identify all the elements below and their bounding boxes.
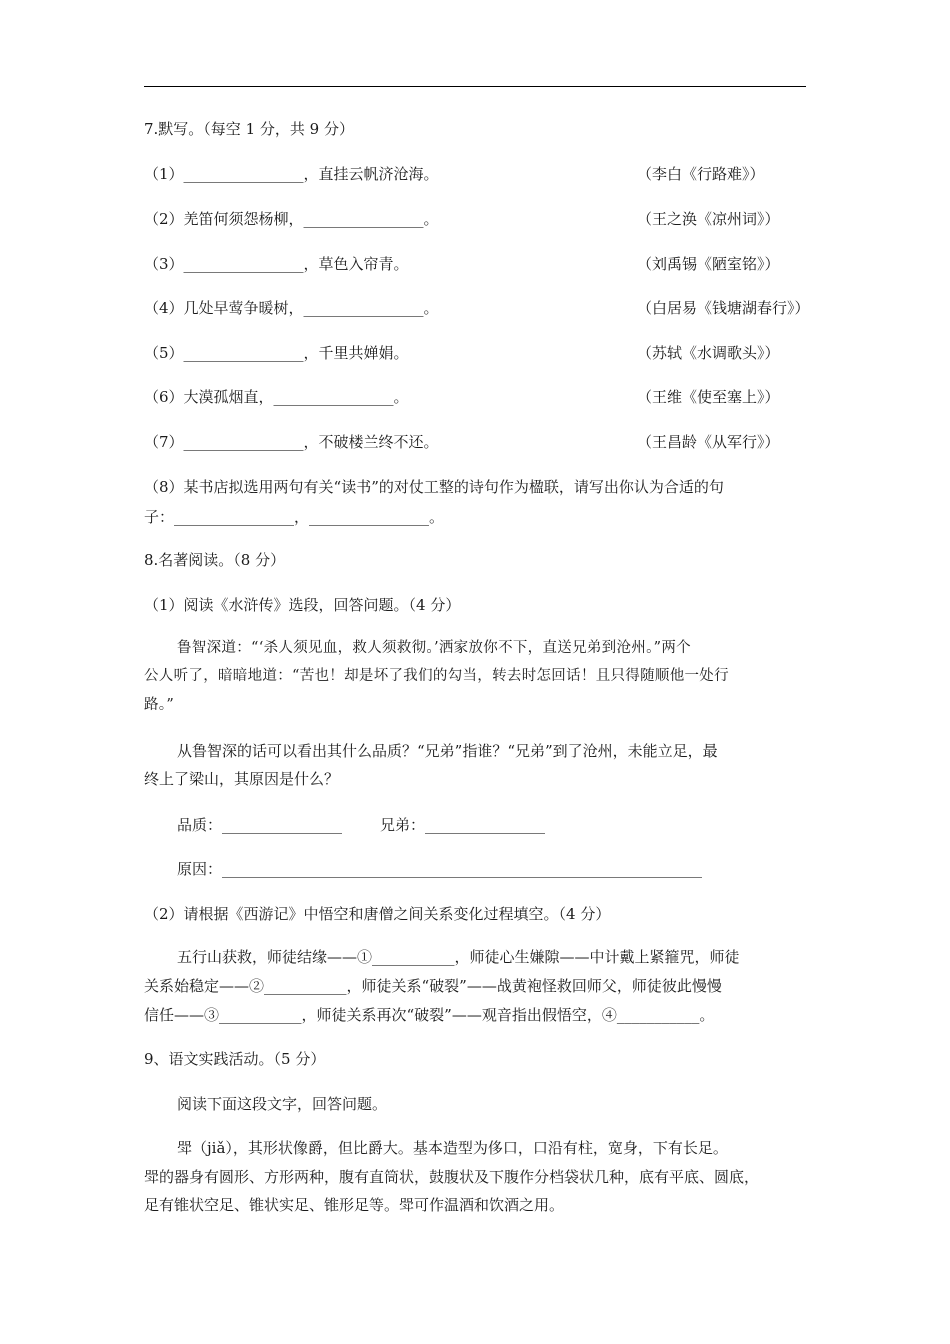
q8-title: 8.名著阅读。（8 分） [144,551,286,569]
brother-field: 兄弟：________________ [380,816,546,834]
q7-item-8-line-1: （8）某书店拟选用两句有关“读书”的对仗工整的诗句作为楹联，请写出你认为合适的句 [144,478,724,496]
q7-item-8-line-2: 子：________________，________________。 [144,508,445,526]
q8-quote-line-1: 鲁智深道：“‘杀人须见血，救人须救彻。’洒家放你不下，直送兄弟到沧州。”两个 [177,640,691,656]
q8-answer-row [177,814,545,836]
reason-field: 原因：________________________________________________________________ [177,860,703,878]
q7-item-4-source: （白居易《钱塘湖春行》） [637,299,810,317]
q7-item-3-source: （刘禹锡《陋室铭》） [637,255,780,273]
q7-item-6-source: （王维《使至塞上》） [637,388,780,406]
q7-item-1 [144,163,765,185]
q8-part2-line-1: 五行山获救，师徒结缘——①___________，师徒心生嫌隙——中计戴上紧箍咒，师徒 [177,948,740,966]
q7-item-1-source: （李白《行路难》） [637,165,765,183]
q7-item-1-text: （1）________________，直挂云帆济沧海。 [144,165,439,183]
q7-item-7-source: （王昌龄《从军行》） [637,433,780,451]
q8-part2-title: （2）请根据《西游记》中悟空和唐僧之间关系变化过程填空。（4 分） [144,905,611,923]
q8-question-line-1: 从鲁智深的话可以看出其什么品质？“兄弟”指谁？“兄弟”到了沧州，未能立足，最 [177,742,718,760]
q7-item-2-text: （2）羌笛何须怨杨柳，________________。 [144,210,439,228]
q8-part2-line-3: 信任——③___________，师徒关系再次“破裂”——观音指出假悟空，④___________。 [144,1006,715,1024]
q7-item-4-text: （4）几处早莺争暖树，________________。 [144,299,439,317]
q7-item-4 [144,297,810,319]
header-rule [144,86,806,87]
q7-item-6 [144,386,780,408]
q7-item-7 [144,431,780,453]
q8-quote-line-3: 路。” [144,697,175,713]
q7-item-7-text: （7）________________，不破楼兰终不还。 [144,433,439,451]
q8-part1-title: （1）阅读《水浒传》选段，回答问题。（4 分） [144,596,461,614]
q9-para-line-2: 斝的器身有圆形、方形两种，腹有直筒状，鼓腹状及下腹作分档袋状几种，底有平底、圆底， [144,1168,760,1186]
q9-intro: 阅读下面这段文字，回答问题。 [177,1095,388,1113]
q8-question-line-2: 终上了梁山，其原因是什么？ [144,770,340,788]
q9-para-line-1: 斝（jiǎ），其形状像爵，但比爵大。基本造型为侈口，口沿有柱，宽身，下有长足。 [177,1139,728,1157]
q7-item-5-text: （5）________________，千里共婵娟。 [144,344,409,362]
q7-title: 7.默写。（每空 1 分，共 9 分） [144,120,354,138]
q9-para-line-3: 足有锥状空足、锥状实足、锥形足等。斝可作温酒和饮酒之用。 [144,1196,565,1214]
q8-part2-line-2: 关系始稳定——②___________，师徒关系“破裂”——战黄袍怪救回师父，师徒彼此慢慢 [144,977,722,995]
q9-title: 9、语文实践活动。（5 分） [144,1050,326,1068]
q7-item-2 [144,208,780,230]
q8-quote-line-2: 公人听了，暗暗地道：“苦也！却是坏了我们的勾当，转去时怎回话！且只得随顺他一处行 [144,668,729,684]
q7-item-5 [144,342,780,364]
q7-item-6-text: （6）大漠孤烟直，________________。 [144,388,409,406]
q7-item-5-source: （苏轼《水调歌头》） [637,344,780,362]
quality-field: 品质：________________ [177,816,343,834]
q7-item-3-text: （3）________________，草色入帘青。 [144,255,409,273]
q7-item-3 [144,253,780,275]
q7-item-2-source: （王之涣《凉州词》） [637,210,780,228]
